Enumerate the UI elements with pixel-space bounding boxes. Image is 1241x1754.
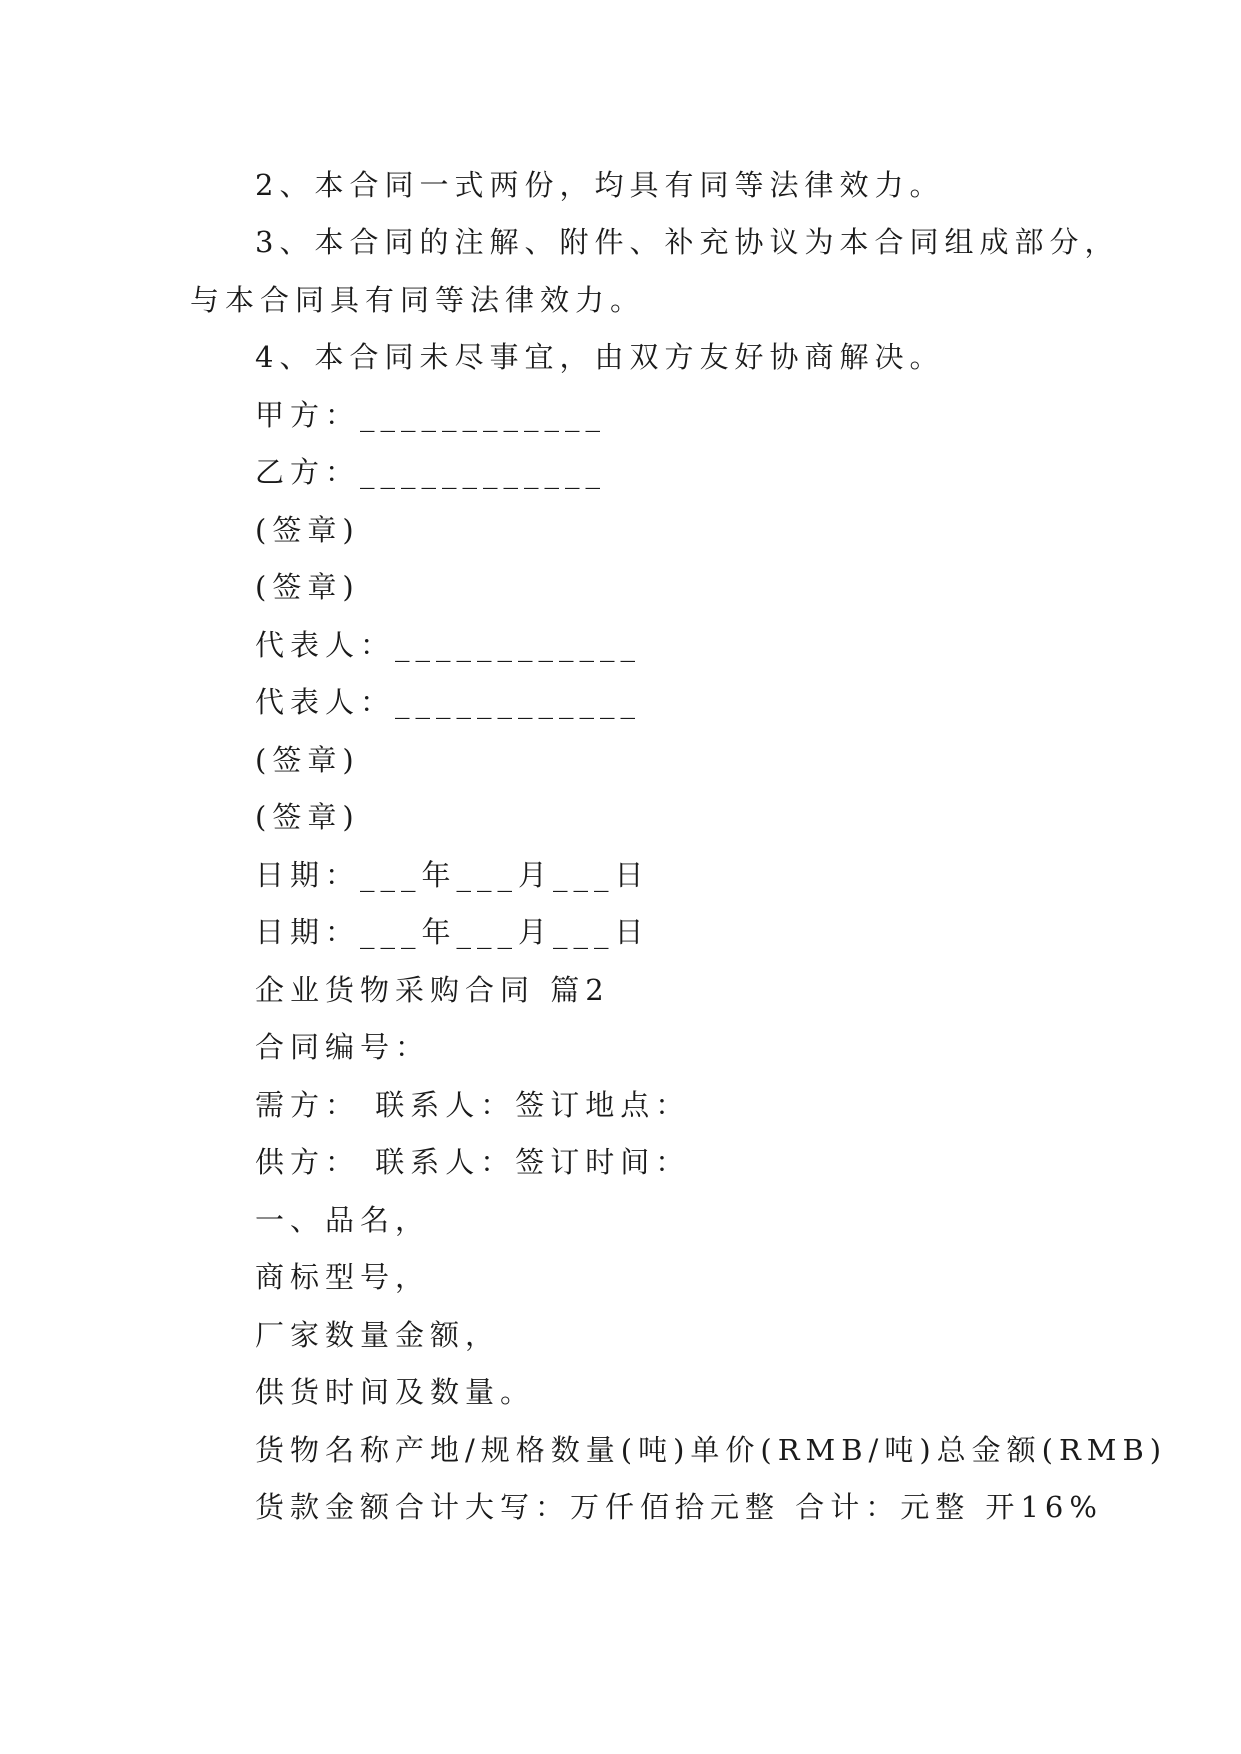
representative-line: 代表人：____________ (255, 628, 642, 662)
date-line: 日期：___年___月___日 (255, 858, 650, 892)
party-b-line: 乙方：____________ (255, 455, 607, 489)
date-line: 日期：___年___月___日 (255, 915, 650, 949)
supplier-line: 供方： 联系人：签订时间： (255, 1145, 691, 1179)
representative-line: 代表人：____________ (255, 685, 642, 719)
clause-3: 3、本合同的注解、附件、补充协议为本合同组成部分， (255, 225, 1120, 259)
item-line: 供货时间及数量。 (255, 1375, 536, 1409)
item-heading: 一、品名， (255, 1203, 431, 1237)
clause-2: 2、本合同一式两份，均具有同等法律效力。 (255, 168, 945, 202)
clause-4: 4、本合同未尽事宜，由双方友好协商解决。 (255, 340, 945, 374)
item-line: 商标型号， (255, 1260, 431, 1294)
seal-label: (签章) (255, 800, 360, 834)
clause-3-continuation: 与本合同具有同等法律效力。 (190, 283, 646, 317)
buyer-line: 需方： 联系人：签订地点： (255, 1088, 691, 1122)
party-a-line: 甲方：____________ (255, 398, 607, 432)
payment-total-line: 货款金额合计大写：万仟佰拾元整 合计：元整 开16% (255, 1490, 1103, 1524)
item-line: 厂家数量金额， (255, 1318, 501, 1352)
seal-label: (签章) (255, 743, 360, 777)
seal-label: (签章) (255, 513, 360, 547)
section-heading: 企业货物采购合同 篇2 (255, 973, 610, 1007)
contract-number-line: 合同编号： (255, 1030, 431, 1064)
seal-label: (签章) (255, 570, 360, 604)
goods-table-header: 货物名称产地/规格数量(吨)单价(RMB/吨)总金额(RMB) (255, 1433, 1168, 1467)
